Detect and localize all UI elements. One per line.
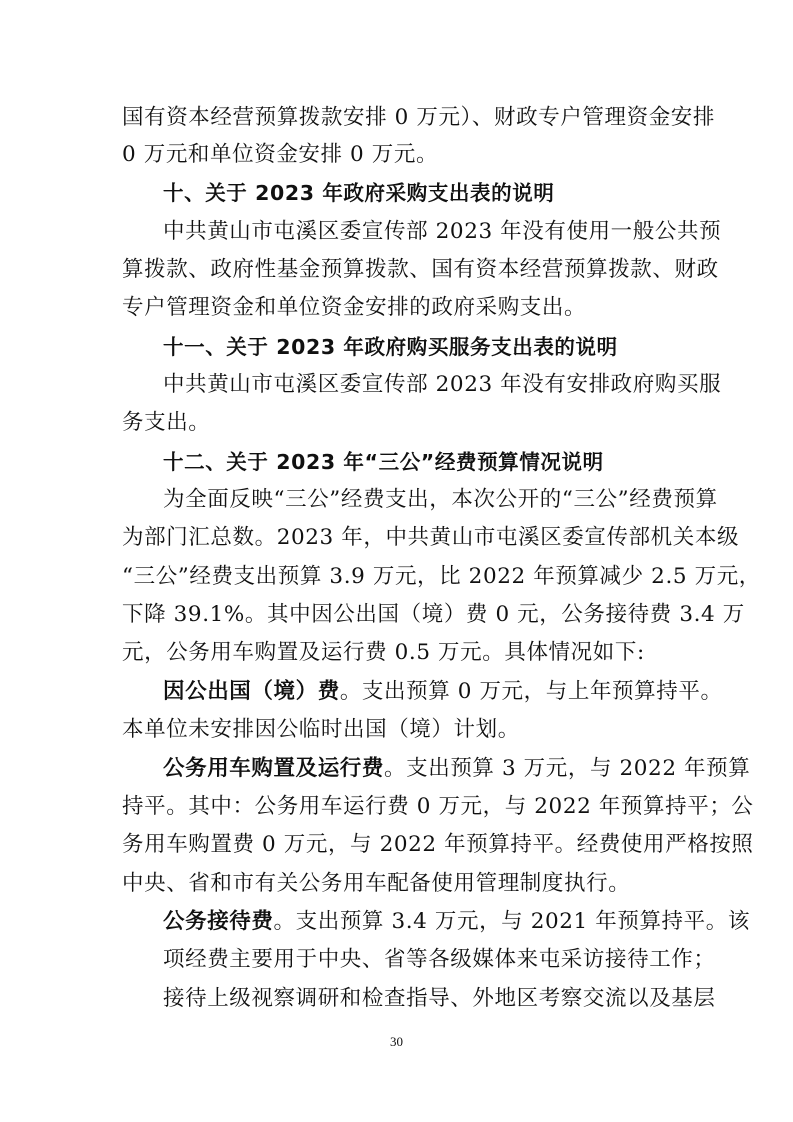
body-text-span: 。支出预算 0 万元，与上年预算持平。 <box>339 679 723 704</box>
page-number: 30 <box>390 1034 403 1049</box>
body-text-line: 为全面反映“三公”经费支出，本次公开的“三公”经费预算 <box>163 487 718 512</box>
section-heading-10: 十、关于 2023 年政府采购支出表的说明 <box>163 181 555 205</box>
body-text-line: “三公”经费支出预算 3.9 万元，比 2022 年预算减少 2.5 万元， <box>122 564 761 589</box>
paragraph-reception-line <box>163 907 750 937</box>
body-text-span: 。支出预算 3.4 万元，与 2021 年预算持平。该 <box>273 909 750 934</box>
body-text-line: 专户管理资金和单位资金安排的政府采购支出。 <box>122 295 587 320</box>
body-text-line: 中共黄山市屯溪区委宣传部 2023 年没有安排政府购买服 <box>163 372 722 397</box>
section-heading-12: 十二、关于 2023 年“三公”经费预算情况说明 <box>163 450 604 474</box>
body-text-line: 中央、省和市有关公务用车配备使用管理制度执行。 <box>122 871 631 896</box>
body-text-line: 中共黄山市屯溪区委宣传部 2023 年没有使用一般公共预 <box>163 219 722 244</box>
body-text-line: 下降 39.1%。其中因公出国（境）费 0 元，公务接待费 3.4 万 <box>122 602 745 627</box>
body-text-line: 务支出。 <box>122 410 211 435</box>
body-text-line: 为部门汇总数。2023 年，中共黄山市屯溪区委宣传部机关本级 <box>122 525 740 550</box>
body-text-span: 。支出预算 3 万元，与 2022 年预算 <box>384 756 751 781</box>
body-text-line: 持平。其中：公务用车运行费 0 万元，与 2022 年预算持平；公 <box>122 794 754 819</box>
body-text-line: 0 万元和单位资金安排 0 万元。 <box>122 142 439 167</box>
body-text-line: 算拨款、政府性基金预算拨款、国有资本经营预算拨款、财政 <box>122 257 719 282</box>
term-reception-cost: 公务接待费 <box>163 909 274 934</box>
paragraph-vehicle-line <box>163 754 750 784</box>
body-text-line: 国有资本经营预算拨款安排 0 万元）、财政专户管理资金安排 <box>122 105 715 130</box>
term-vehicle-cost: 公务用车购置及运行费 <box>163 756 385 781</box>
body-text-line: 项经费主要用于中央、省等各级媒体来屯采访接待工作； <box>163 947 716 972</box>
term-overseas-travel: 因公出国（境）费 <box>163 679 340 704</box>
section-heading-11: 十一、关于 2023 年政府购买服务支出表的说明 <box>163 335 618 359</box>
body-text-line: 接待上级视察调研和检查指导、外地区考察交流以及基层 <box>163 986 716 1011</box>
body-text-line: 元，公务用车购置及运行费 0.5 万元。具体情况如下: <box>122 640 645 665</box>
body-text-line: 本单位未安排因公临时出国（境）计划。 <box>122 717 520 742</box>
body-text-line: 务用车购置费 0 万元，与 2022 年预算持平。经费使用严格按照 <box>122 832 754 857</box>
paragraph-overseas-line <box>163 677 723 707</box>
